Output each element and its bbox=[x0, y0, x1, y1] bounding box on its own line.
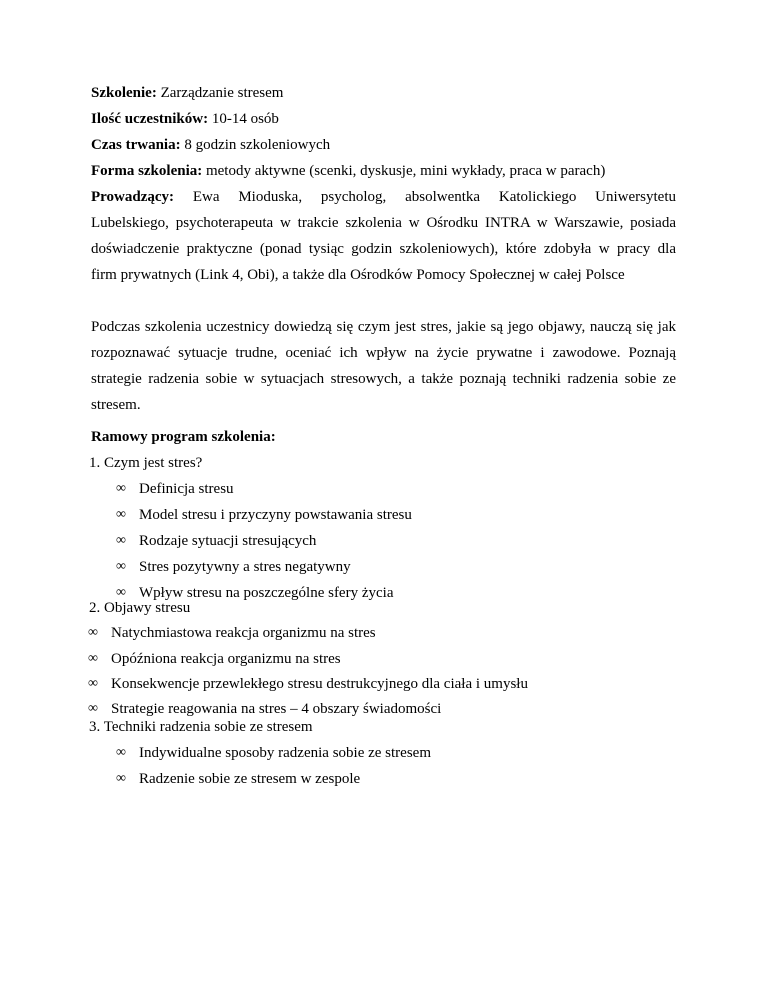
infinity-bullet-icon: ∞ bbox=[88, 676, 98, 691]
intro-line-1: Podczas szkolenia uczestnicy dowiedzą się czym jest stres, jakie są jego objawy, nauczą się jak bbox=[91, 319, 676, 335]
trainer-label: Prowadzący: bbox=[91, 189, 175, 205]
list-item: Stres pozytywny a stres negatywny bbox=[139, 559, 351, 575]
list-item: Definicja stresu bbox=[139, 481, 234, 497]
infinity-bullet-icon: ∞ bbox=[116, 507, 126, 522]
trainer-line-4: firm prywatnych (Link 4, Obi), a także dla Ośrodków Pomocy Społecznej w całej Polsce bbox=[91, 267, 625, 283]
list-item: Radzenie sobie ze stresem w zespole bbox=[139, 771, 361, 787]
participants-label: Ilość uczestników: bbox=[91, 111, 209, 127]
infinity-bullet-icon: ∞ bbox=[88, 651, 98, 666]
list-item: Rodzaje sytuacji stresujących bbox=[139, 533, 317, 549]
infinity-bullet-icon: ∞ bbox=[88, 625, 98, 640]
trainer-line-3: doświadczenie praktyczne (ponad tysiąc godzin szkoleniowych), które zdobyła w pracy dla bbox=[91, 241, 676, 257]
trainer-line-2: Lubelskiego, psychoterapeuta w trakcie szkolenia w Ośrodku INTRA w Warszawie, posiada bbox=[91, 215, 676, 231]
infinity-bullet-icon: ∞ bbox=[116, 771, 126, 786]
section-2-title: 2. Objawy stresu bbox=[89, 600, 191, 616]
form-label: Forma szkolenia: bbox=[91, 163, 203, 179]
intro-line-3: strategie radzenia sobie w sytuacjach stresowych, a także poznają techniki radzenia sobie ze bbox=[91, 371, 676, 387]
participants-line bbox=[91, 106, 676, 132]
training-value: Zarządzanie stresem bbox=[156, 85, 284, 101]
program-heading: Ramowy program szkolenia: bbox=[91, 429, 276, 445]
infinity-bullet-icon: ∞ bbox=[88, 701, 98, 716]
list-item: Indywidualne sposoby radzenia sobie ze stresem bbox=[139, 745, 431, 761]
form-value: metody aktywne (scenki, dyskusje, mini wykłady, praca w parach) bbox=[202, 163, 606, 179]
training-label: Szkolenie: bbox=[91, 85, 157, 101]
intro-line-4: stresem. bbox=[91, 397, 141, 413]
section-3-title: 3. Techniki radzenia sobie ze stresem bbox=[89, 719, 313, 735]
section-1-title: 1. Czym jest stres? bbox=[89, 455, 203, 471]
infinity-bullet-icon: ∞ bbox=[116, 745, 126, 760]
form-line bbox=[91, 158, 676, 184]
list-item: Opóźniona reakcja organizmu na stres bbox=[111, 651, 341, 667]
list-item: Konsekwencje przewlekłego stresu destrukcyjnego dla ciała i umysłu bbox=[111, 676, 528, 692]
intro-line-2: rozpoznawać sytuacje trudne, oceniać ich wpływ na życie prywatne i zawodowe. Poznają bbox=[91, 345, 676, 361]
infinity-bullet-icon: ∞ bbox=[116, 533, 126, 548]
list-item: Model stresu i przyczyny powstawania stresu bbox=[139, 507, 412, 523]
trainer-line1-rest: Ewa Mioduska, psycholog, absolwentka Katolickiego Uniwersytetu bbox=[192, 189, 676, 205]
trainer-line-1 bbox=[91, 184, 676, 210]
duration-line bbox=[91, 132, 676, 158]
duration-label: Czas trwania: bbox=[91, 137, 181, 153]
infinity-bullet-icon: ∞ bbox=[116, 481, 126, 496]
participants-value: 10-14 osób bbox=[208, 111, 279, 127]
infinity-bullet-icon: ∞ bbox=[116, 559, 126, 574]
list-item: Strategie reagowania na stres – 4 obszary świadomości bbox=[111, 701, 442, 717]
training-line bbox=[91, 80, 676, 106]
duration-value: 8 godzin szkoleniowych bbox=[180, 137, 331, 153]
list-item: Natychmiastowa reakcja organizmu na stres bbox=[111, 625, 376, 641]
infinity-bullet-icon: ∞ bbox=[116, 585, 126, 600]
list-item: Wpływ stresu na poszczególne sfery życia bbox=[139, 585, 394, 601]
